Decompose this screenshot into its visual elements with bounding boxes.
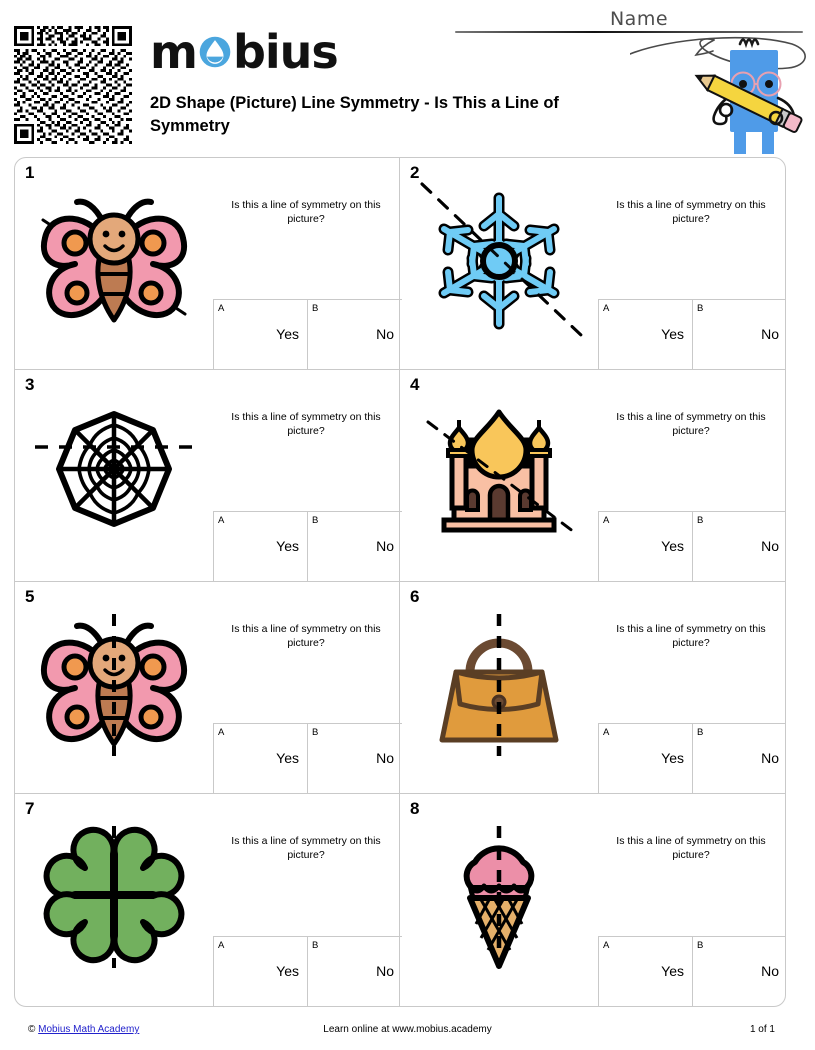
question-number: 6 xyxy=(410,587,420,606)
footer-page-number: 1 of 1 xyxy=(749,1024,775,1035)
question-cell xyxy=(400,794,785,1006)
question-number: 8 xyxy=(410,799,420,818)
question-prompt: Is this a line of symmetry on this picture? xyxy=(231,835,381,861)
answer-option-a[interactable] xyxy=(214,512,308,581)
mobius-logo xyxy=(150,26,570,78)
answer-key-b: B xyxy=(312,940,319,951)
answer-key-b: B xyxy=(697,515,704,526)
answer-option-a[interactable] xyxy=(599,937,693,1006)
answer-key-a: A xyxy=(603,727,610,738)
answer-key-b: B xyxy=(312,303,319,314)
answer-option-b[interactable] xyxy=(693,724,786,793)
answer-key-b: B xyxy=(697,303,704,314)
question-cell xyxy=(400,582,785,794)
answer-options xyxy=(598,511,786,581)
answer-key-a: A xyxy=(218,515,225,526)
mobius-math-academy-link[interactable]: Mobius Math Academy xyxy=(38,1024,140,1035)
answer-option-b[interactable] xyxy=(693,937,786,1006)
answer-value-no: No xyxy=(761,326,779,342)
answer-options xyxy=(598,299,786,369)
qr-code-icon[interactable] xyxy=(12,26,134,144)
question-number: 3 xyxy=(25,375,35,394)
answer-option-b[interactable] xyxy=(308,512,402,581)
question-prompt: Is this a line of symmetry on this picture? xyxy=(231,199,381,225)
answer-key-b: B xyxy=(312,515,319,526)
answer-options xyxy=(213,299,402,369)
name-label: Name xyxy=(609,8,669,30)
handbag-icon xyxy=(400,600,598,770)
question-prompt: Is this a line of symmetry on this picture? xyxy=(616,411,766,437)
logo-text-before: m xyxy=(150,25,197,79)
answer-value-yes: Yes xyxy=(661,963,684,979)
page-title: 2D Shape (Picture) Line Symmetry - Is This a Line of Symmetry xyxy=(150,94,559,135)
question-number: 1 xyxy=(25,163,35,182)
question-prompt: Is this a line of symmetry on this picture? xyxy=(231,411,381,437)
answer-key-a: A xyxy=(218,727,225,738)
answer-value-yes: Yes xyxy=(661,326,684,342)
question-cell xyxy=(400,158,785,370)
answer-key-b: B xyxy=(697,940,704,951)
answer-key-a: A xyxy=(218,303,225,314)
answer-key-b: B xyxy=(697,727,704,738)
question-number: 7 xyxy=(25,799,35,818)
answer-options xyxy=(213,936,402,1006)
answer-option-a[interactable] xyxy=(214,724,308,793)
answer-value-yes: Yes xyxy=(276,326,299,342)
answer-options xyxy=(213,723,402,793)
answer-value-yes: Yes xyxy=(276,538,299,554)
page-footer xyxy=(0,1024,815,1046)
answer-option-a[interactable] xyxy=(599,512,693,581)
mosque-icon xyxy=(400,388,598,558)
answer-option-a[interactable] xyxy=(214,300,308,369)
answer-value-no: No xyxy=(376,963,394,979)
questions-grid xyxy=(14,157,786,1007)
butterfly-icon xyxy=(15,600,213,770)
answer-option-a[interactable] xyxy=(599,300,693,369)
four-leaf-clover-icon xyxy=(15,812,213,982)
butterfly-icon xyxy=(15,176,213,346)
question-prompt: Is this a line of symmetry on this picture? xyxy=(616,199,766,225)
answer-option-b[interactable] xyxy=(308,937,402,1006)
question-prompt: Is this a line of symmetry on this picture? xyxy=(616,623,766,649)
answer-option-b[interactable] xyxy=(693,512,786,581)
question-cell xyxy=(400,370,785,582)
question-number: 4 xyxy=(410,375,420,394)
ice-cream-cone-icon xyxy=(400,812,598,982)
mascot-pencil-icon xyxy=(630,18,815,158)
answer-value-no: No xyxy=(761,750,779,766)
answer-option-a[interactable] xyxy=(599,724,693,793)
answer-key-b: B xyxy=(312,727,319,738)
answer-value-yes: Yes xyxy=(661,538,684,554)
question-cell xyxy=(15,158,400,370)
answer-key-a: A xyxy=(603,303,610,314)
answer-value-no: No xyxy=(376,326,394,342)
mobius-droplet-icon xyxy=(198,35,232,69)
answer-option-b[interactable] xyxy=(693,300,786,369)
question-prompt: Is this a line of symmetry on this picture? xyxy=(616,835,766,861)
answer-key-a: A xyxy=(603,515,610,526)
logo-text-after: bius xyxy=(232,25,338,79)
answer-value-no: No xyxy=(376,750,394,766)
answer-key-a: A xyxy=(218,940,225,951)
answer-value-yes: Yes xyxy=(276,963,299,979)
question-number: 5 xyxy=(25,587,35,606)
answer-option-a[interactable] xyxy=(214,937,308,1006)
answer-options xyxy=(598,723,786,793)
answer-options xyxy=(213,511,402,581)
snowflake-icon xyxy=(400,176,598,346)
answer-option-b[interactable] xyxy=(308,300,402,369)
answer-value-yes: Yes xyxy=(661,750,684,766)
question-cell xyxy=(15,582,400,794)
answer-value-no: No xyxy=(761,538,779,554)
question-prompt: Is this a line of symmetry on this picture? xyxy=(231,623,381,649)
page-header xyxy=(0,0,815,155)
answer-value-no: No xyxy=(376,538,394,554)
answer-options xyxy=(598,936,786,1006)
question-number: 2 xyxy=(410,163,420,182)
copyright-symbol: © xyxy=(28,1024,36,1035)
answer-key-a: A xyxy=(603,940,610,951)
question-cell xyxy=(15,370,400,582)
footer-learn-online: Learn online at www.mobius.academy xyxy=(323,1024,492,1035)
answer-option-b[interactable] xyxy=(308,724,402,793)
spider-web-icon xyxy=(15,388,213,558)
brand-block xyxy=(150,26,570,138)
answer-value-yes: Yes xyxy=(276,750,299,766)
question-cell xyxy=(15,794,400,1006)
answer-value-no: No xyxy=(761,963,779,979)
